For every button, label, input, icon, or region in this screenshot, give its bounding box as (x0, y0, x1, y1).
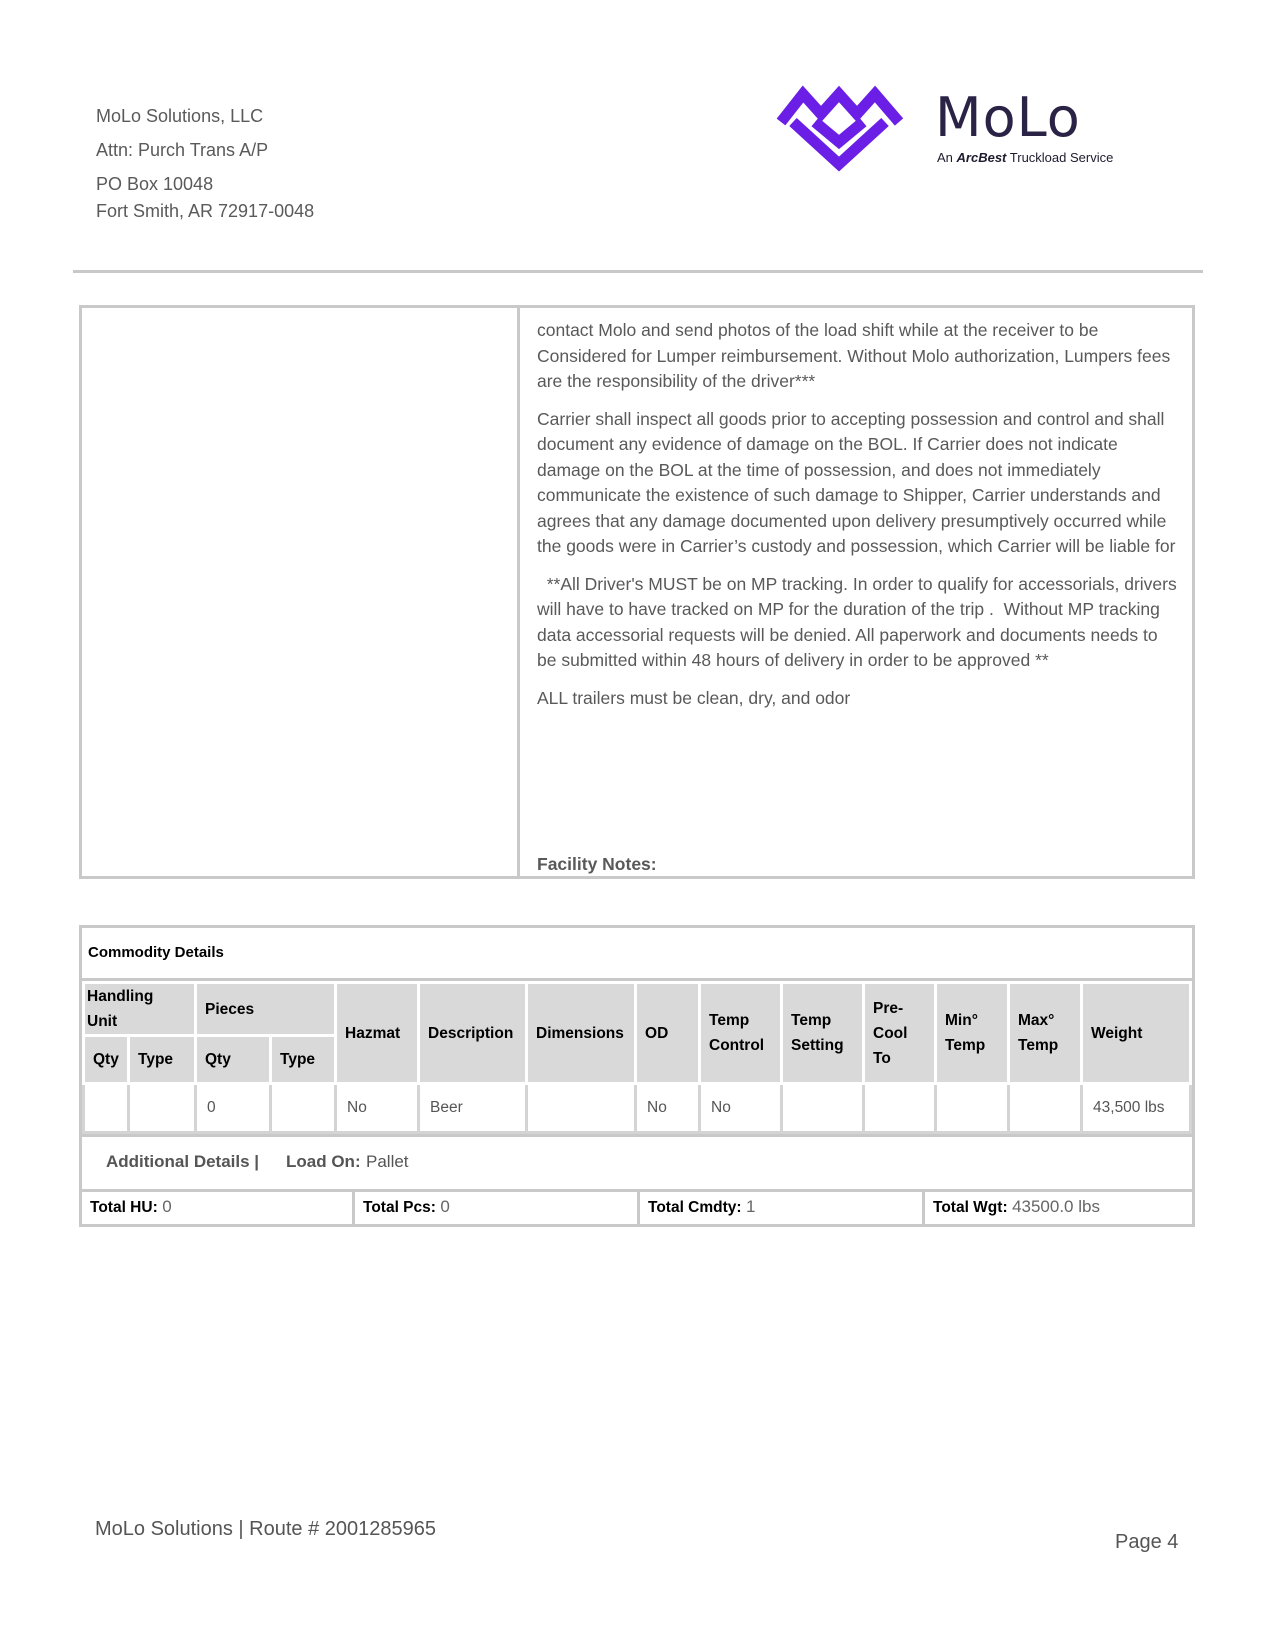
cell-hazmat: No (336, 1084, 419, 1133)
total-hu-label: Total HU: (90, 1199, 158, 1216)
footer-route: MoLo Solutions | Route # 2001285965 (95, 1518, 437, 1540)
col-handling-unit: Handling Unit (84, 983, 196, 1036)
col-hu-type: Type (129, 1036, 196, 1084)
additional-details (82, 1134, 1192, 1189)
commodity-table (82, 981, 1192, 1134)
cell-dimensions (527, 1084, 636, 1133)
total-pcs (355, 1192, 640, 1224)
cell-pre-cool-to (864, 1084, 936, 1133)
address-po-box: PO Box 10048 (96, 174, 214, 194)
col-weight: Weight (1082, 983, 1191, 1084)
col-pcs-qty: Qty (196, 1036, 271, 1084)
facility-notes-label: Facility Notes: (537, 854, 657, 874)
additional-details-label: Additional Details | (106, 1152, 260, 1171)
total-wgt (925, 1192, 1192, 1224)
address-attn: Attn: Purch Trans A/P (96, 140, 269, 160)
note-paragraph-lumper: contact Molo and send photos of the load shift while at the receiver to be Considered for Lumper reimbursement. Without Molo authorization, Lumpers fees are the responsibility of the driver*** (537, 320, 1171, 391)
col-pre-cool-to: Pre-Cool To (864, 983, 936, 1084)
cell-description: Beer (419, 1084, 527, 1133)
address-company: MoLo Solutions, LLC (96, 106, 264, 126)
page-number: Page 4 (1115, 1531, 1179, 1553)
cell-hu-type (129, 1084, 196, 1133)
col-pieces: Pieces (196, 983, 336, 1036)
total-cmdty-value: 1 (746, 1197, 756, 1216)
header-divider (73, 270, 1203, 273)
logo-wordmark: MoLo (935, 86, 1081, 149)
col-temp-setting: Temp Setting (782, 983, 864, 1084)
notes-column-divider (517, 308, 520, 876)
notes-section (79, 305, 1195, 879)
total-pcs-value: 0 (440, 1197, 450, 1216)
cell-max-temp (1009, 1084, 1082, 1133)
note-paragraph-inspection: Carrier shall inspect all goods prior to accepting possession and control and shall document any evidence of damage on the BOL. If Carrier does not indicate damage on the BOL at the time of possession, and does not immediately communicate the existence of such damage to Shipper, Carrier understands and agrees that any damage documented upon delivery presumptively occurred while the goods were in Carrier’s custody and possession, which Carrier will be liable for (537, 408, 1176, 556)
col-hu-qty: Qty (84, 1036, 129, 1084)
col-min-temp: Min° Temp (936, 983, 1009, 1084)
total-cmdty (640, 1192, 925, 1224)
cell-hu-qty (84, 1084, 129, 1133)
cell-temp-setting (782, 1084, 864, 1133)
load-on-value: Pallet (366, 1152, 409, 1171)
total-wgt-value: 43500.0 lbs (1012, 1197, 1100, 1216)
address-city: Fort Smith, AR 72917-0048 (96, 201, 315, 221)
commodity-details (79, 925, 1195, 1227)
col-pcs-type: Type (271, 1036, 336, 1084)
total-wgt-label: Total Wgt: (933, 1199, 1008, 1216)
col-temp-control: Temp Control (700, 983, 782, 1084)
col-od: OD (636, 983, 700, 1084)
molo-logo (775, 84, 1155, 184)
total-hu-value: 0 (162, 1197, 172, 1216)
cell-od: No (636, 1084, 700, 1133)
totals-row (82, 1189, 1192, 1224)
total-pcs-label: Total Pcs: (363, 1199, 436, 1216)
cell-pcs-qty: 0 (196, 1084, 271, 1133)
logo-tag-prefix: An (937, 150, 953, 165)
note-paragraph-trailers: ALL trailers must be clean, dry, and odor (537, 687, 851, 708)
col-dimensions: Dimensions (527, 983, 636, 1084)
col-max-temp: Max° Temp (1009, 983, 1082, 1084)
logo-tagline (937, 150, 1113, 165)
col-hazmat: Hazmat (336, 983, 419, 1084)
cell-temp-control: No (700, 1084, 782, 1133)
note-paragraph-tracking: **All Driver's MUST be on MP tracking. In order to qualify for accessorials, drivers will have to have tracked on MP for the duration of the trip . Without MP tracking data accessorial requests will be denied. All paperwork and documents needs to be submitted within 48 hours of delivery in order to be approved ** (537, 573, 1182, 670)
logo-tag-suffix: Truckload Service (1009, 150, 1114, 165)
table-row (84, 1084, 1191, 1133)
total-hu (82, 1192, 355, 1224)
col-description: Description (419, 983, 527, 1084)
molo-logo-mark-icon (775, 84, 905, 172)
commodity-details-title: Commodity Details (82, 928, 1192, 981)
load-on-label: Load On: (286, 1152, 361, 1171)
cell-pcs-type (271, 1084, 336, 1133)
notes-text (537, 318, 1182, 723)
cell-weight: 43,500 lbs (1082, 1084, 1191, 1133)
cell-min-temp (936, 1084, 1009, 1133)
logo-tag-brand: ArcBest (956, 150, 1007, 165)
total-cmdty-label: Total Cmdty: (648, 1199, 742, 1216)
